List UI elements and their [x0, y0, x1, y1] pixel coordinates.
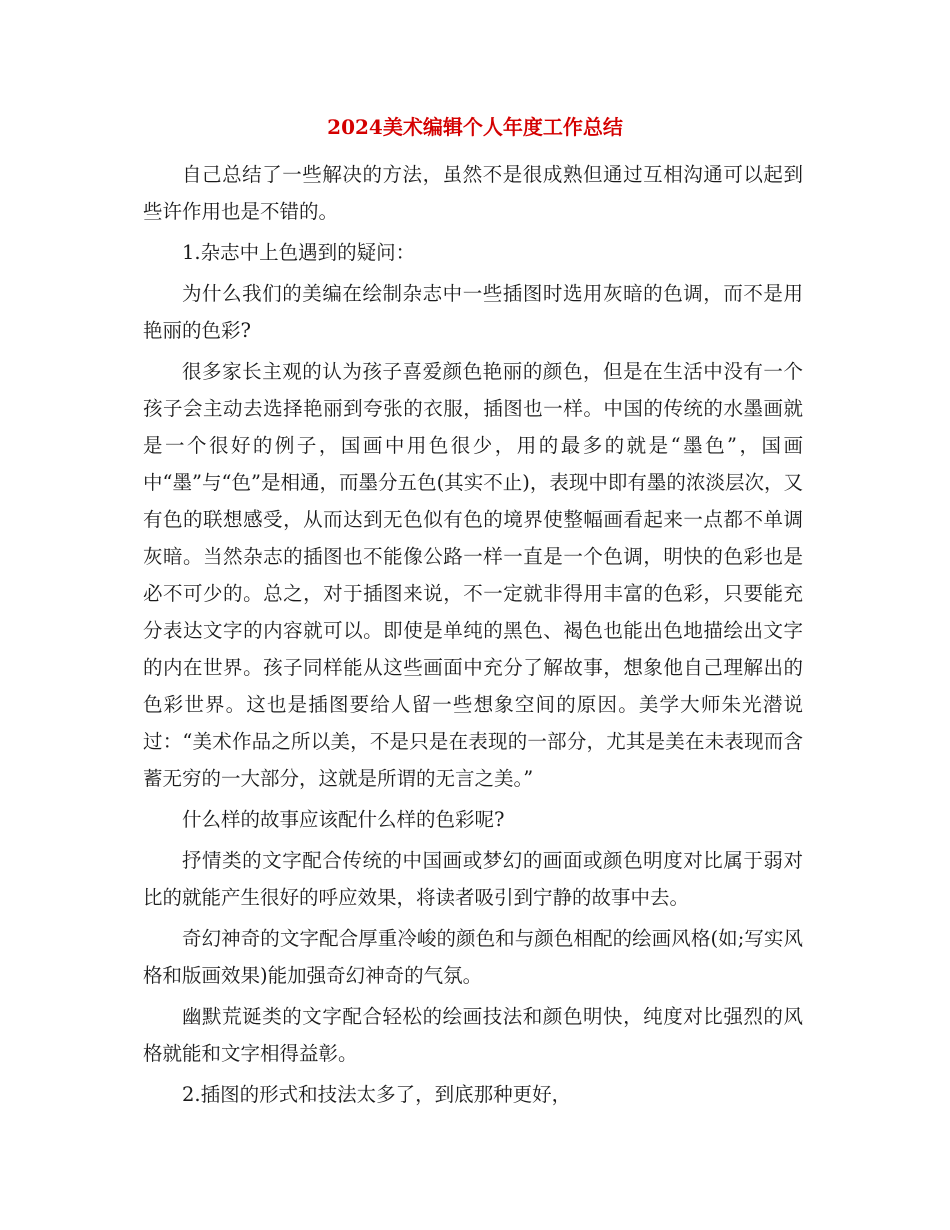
document-title: 2024美术编辑个人年度工作总结: [327, 115, 623, 139]
paragraph: 自己总结了一些解决的方法，虽然不是很成熟但通过互相沟通可以起到些许作用也是不错的。: [143, 163, 803, 223]
document-body: [143, 156, 803, 1117]
paragraph: 为什么我们的美编在绘制杂志中一些插图时选用灰暗的色调，而不是用艳丽的色彩?: [143, 282, 803, 342]
paragraph: 很多家长主观的认为孩子喜爱颜色艳丽的颜色，但是在生活中没有一个孩子会主动去选择艳丽到夸张的衣服，插图也一样。中国的传统的水墨画就是一个很好的例子，国画中用色很少，用的最多的就是“墨色”，国画中“墨”与“色”是相通，而墨分五色(其实不止)，表现中即有墨的浓淡层次，又有色的联想感受，从而达到无色似有色的境界使整幅画看起来一点都不单调灰暗。当然杂志的插图也不能像公路一样一直是一个色调，明快的色彩也是必不可少的。总之，对于插图来说，不一定就非得用丰富的色彩，只要能充分表达文字的内容就可以。即使是单纯的黑色、褐色也能出色地描绘出文字的内在世界。孩子同样能从这些画面中充分了解故事，想象他自己理解出的色彩世界。这也是插图要给人留一些想象空间的原因。美学大师朱光潜说过：“美术作品之所以美，不是只是在表现的一部分，尤其是美在未表现而含蓄无穷的一大部分，这就是所谓的无言之美。”: [143, 360, 803, 790]
paragraph: 幽默荒诞类的文字配合轻松的绘画技法和颜色明快，纯度对比强烈的风格就能和文字相得益彰。: [143, 1005, 803, 1065]
paragraph: 什么样的故事应该配什么样的色彩呢?: [182, 808, 505, 831]
paragraph: 奇幻神奇的文字配合厚重冷峻的颜色和与颜色相配的绘画风格(如;写实风格和版画效果)能加强奇幻神奇的气氛。: [143, 927, 803, 987]
section-heading: 2.插图的形式和技法太多了，到底那种更好，: [182, 1083, 572, 1106]
section-heading: 1.杂志中上色遇到的疑问：: [182, 241, 416, 264]
paragraph: 抒情类的文字配合传统的中国画或梦幻的画面或颜色明度对比属于弱对比的就能产生很好的呼应效果，将读者吸引到宁静的故事中去。: [143, 849, 803, 909]
